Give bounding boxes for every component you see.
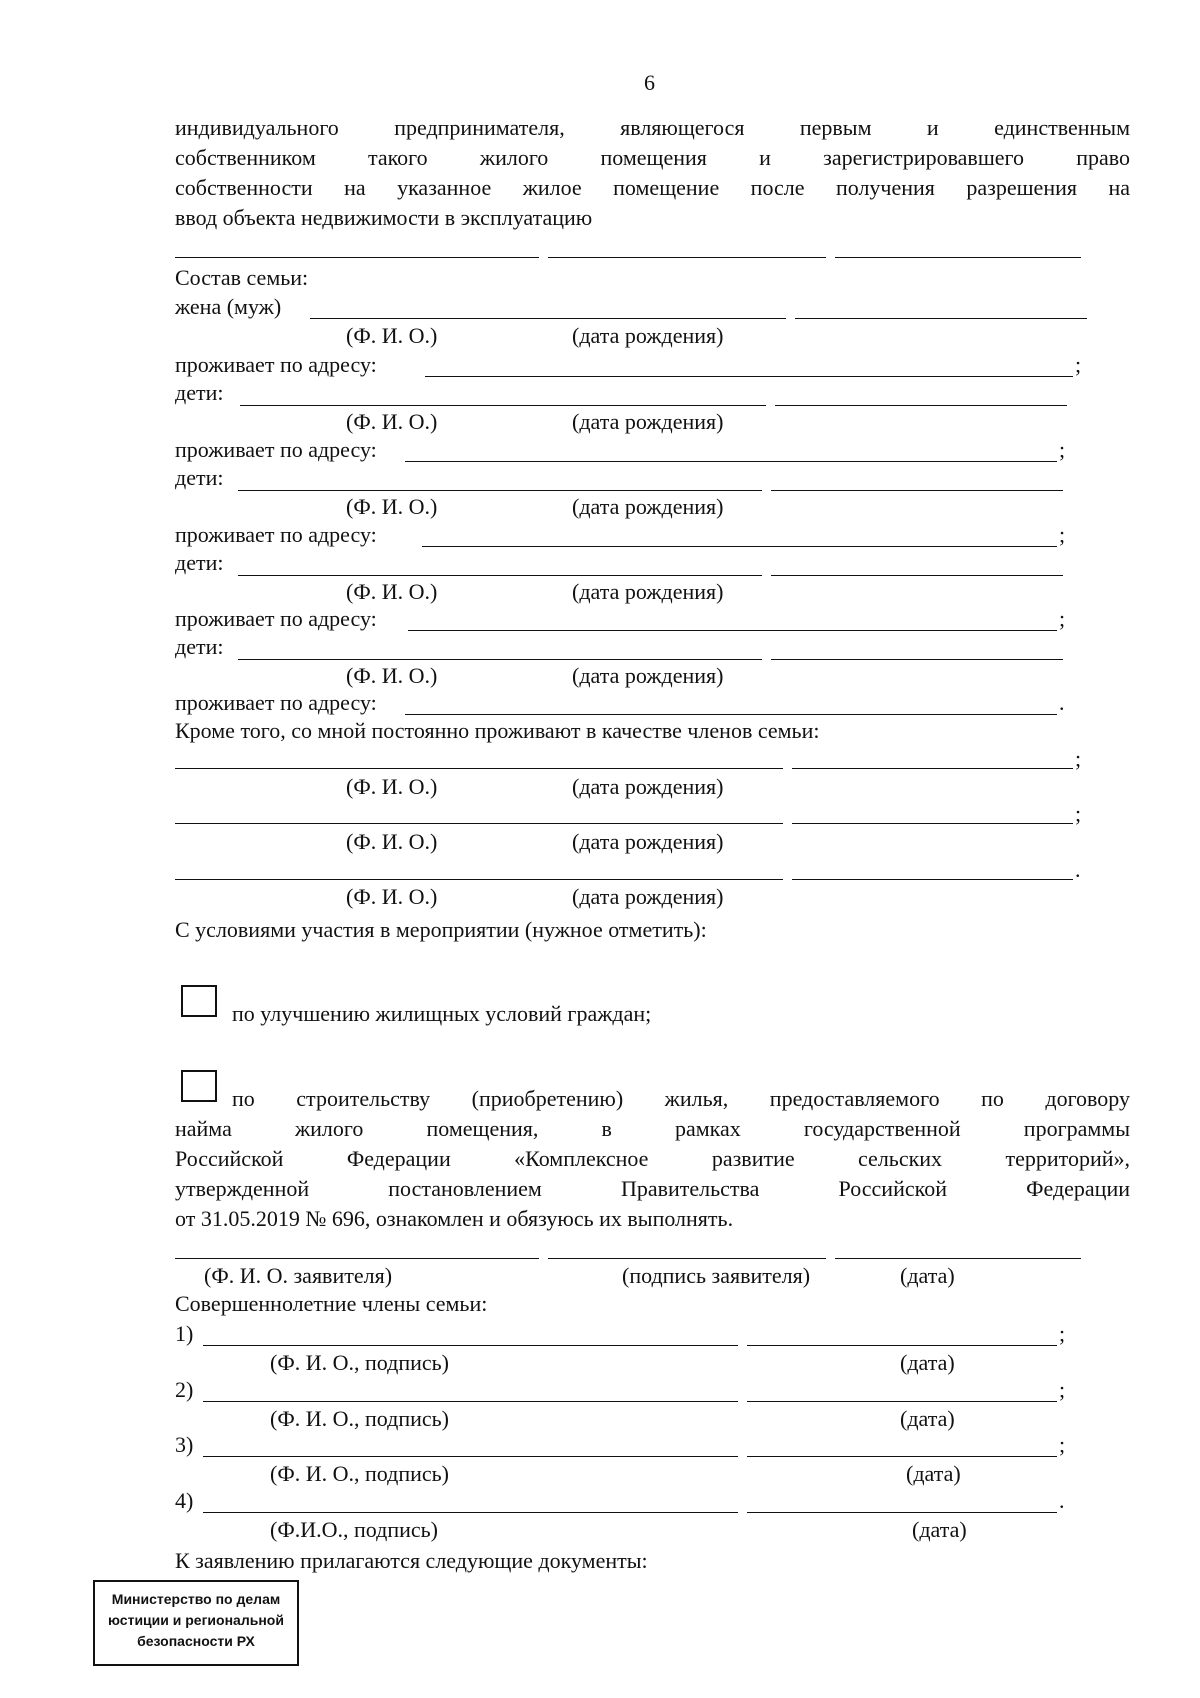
- fio-caption: (Ф. И. О.): [346, 884, 438, 909]
- blank-line[interactable]: [175, 257, 539, 258]
- dob-caption: (дата рождения): [572, 774, 724, 799]
- adult-fio-sign-caption: (Ф. И. О., подпись): [270, 1461, 449, 1486]
- semicolon: ;: [1075, 801, 1082, 826]
- option-construction-line-1: по строительству (приобретению) жилья, предоставляемого по договору: [232, 1086, 1130, 1111]
- conditions-intro: С условиями участия в мероприятии (нужное отметить):: [175, 917, 707, 942]
- ministry-stamp: [93, 1580, 299, 1666]
- applicant-date-field[interactable]: [835, 1258, 1081, 1259]
- semicolon: ;: [1075, 352, 1082, 377]
- dob-caption: (дата рождения): [572, 663, 724, 688]
- intro-line-2: собственником такого жилого помещения и зарегистрировавшего право: [175, 145, 1130, 170]
- child-label: дети:: [175, 380, 224, 405]
- fio-caption: (Ф. И. О.): [346, 409, 438, 434]
- applicant-sign-caption: (подпись заявителя): [622, 1263, 811, 1288]
- adult-fio-sign-field[interactable]: [203, 1401, 738, 1402]
- adult-date-field[interactable]: [747, 1401, 1057, 1402]
- child-dob-field[interactable]: [771, 659, 1063, 660]
- applicant-date-caption: (дата): [900, 1263, 955, 1288]
- address-label: проживает по адресу:: [175, 437, 377, 462]
- member-fio-field[interactable]: [175, 768, 783, 769]
- period: .: [1075, 857, 1081, 882]
- spouse-dob-field[interactable]: [795, 318, 1087, 319]
- semicolon: ;: [1059, 1377, 1066, 1402]
- semicolon: ;: [1059, 606, 1066, 631]
- adult-fio-sign-caption: (Ф. И. О., подпись): [270, 1350, 449, 1375]
- spouse-address-field[interactable]: [425, 376, 1073, 377]
- fio-caption: (Ф. И. О.): [346, 774, 438, 799]
- option-construction-line-5: от 31.05.2019 № 696, ознакомлен и обязуюсь их выполнять.: [175, 1206, 734, 1231]
- stamp-line: юстиции и региональной: [108, 1612, 284, 1628]
- adult-date-caption: (дата): [900, 1350, 955, 1375]
- fio-caption: (Ф. И. О.): [346, 663, 438, 688]
- applicant-signature-field[interactable]: [548, 1258, 826, 1259]
- adult-fio-sign-field[interactable]: [203, 1512, 738, 1513]
- child-fio-field[interactable]: [238, 659, 762, 660]
- option-housing-checkbox[interactable]: [181, 985, 217, 1017]
- semicolon: ;: [1075, 746, 1082, 771]
- dob-caption: (дата рождения): [572, 323, 724, 348]
- child-address-field[interactable]: [422, 546, 1057, 547]
- spouse-fio-field[interactable]: [310, 318, 786, 319]
- option-construction-line-4: утвержденной постановлением Правительства Российской Федерации: [175, 1176, 1130, 1201]
- option-construction-line-3: Российской Федерации «Комплексное развитие сельских территорий»,: [175, 1146, 1130, 1171]
- address-label: проживает по адресу:: [175, 690, 377, 715]
- child-address-field[interactable]: [408, 630, 1057, 631]
- address-label: проживает по адресу:: [175, 352, 377, 377]
- adult-number: 2): [175, 1377, 194, 1402]
- adult-number: 1): [175, 1321, 194, 1346]
- intro-line-1: индивидуального предпринимателя, являющегося первым и единственным: [175, 115, 1130, 140]
- option-housing-label: по улучшению жилищных условий граждан;: [232, 1001, 652, 1026]
- adult-fio-sign-field[interactable]: [203, 1345, 738, 1346]
- semicolon: ;: [1059, 1432, 1066, 1457]
- adult-date-field[interactable]: [747, 1456, 1057, 1457]
- applicant-fio-field[interactable]: [175, 1258, 539, 1259]
- adult-fio-sign-caption: (Ф.И.О., подпись): [270, 1517, 438, 1542]
- spouse-label: жена (муж): [175, 294, 282, 319]
- attachments-heading: К заявлению прилагаются следующие документы:: [175, 1548, 648, 1573]
- fio-caption: (Ф. И. О.): [346, 494, 438, 519]
- option-construction-line-2: найма жилого помещения, в рамках государственной программы: [175, 1116, 1130, 1141]
- adult-members-heading: Совершеннолетние члены семьи:: [175, 1291, 488, 1316]
- family-heading: Состав семьи:: [175, 265, 309, 290]
- member-fio-field[interactable]: [175, 823, 783, 824]
- child-dob-field[interactable]: [771, 490, 1063, 491]
- child-address-field[interactable]: [405, 714, 1057, 715]
- intro-line-3: собственности на указанное жилое помещение после получения разрешения на: [175, 175, 1130, 200]
- adult-date-caption: (дата): [900, 1406, 955, 1431]
- dob-caption: (дата рождения): [572, 829, 724, 854]
- dob-caption: (дата рождения): [572, 409, 724, 434]
- adult-number: 4): [175, 1488, 194, 1513]
- member-dob-field[interactable]: [792, 823, 1073, 824]
- semicolon: ;: [1059, 522, 1066, 547]
- blank-line[interactable]: [548, 257, 826, 258]
- dob-caption: (дата рождения): [572, 494, 724, 519]
- period: .: [1059, 1488, 1065, 1513]
- address-label: проживает по адресу:: [175, 522, 377, 547]
- page-number: 6: [644, 70, 655, 95]
- intro-line-4: ввод объекта недвижимости в эксплуатацию: [175, 205, 593, 230]
- child-fio-field[interactable]: [240, 405, 766, 406]
- child-label: дети:: [175, 634, 224, 659]
- child-dob-field[interactable]: [771, 575, 1063, 576]
- adult-fio-sign-field[interactable]: [203, 1456, 738, 1457]
- member-dob-field[interactable]: [792, 879, 1073, 880]
- child-address-field[interactable]: [405, 461, 1057, 462]
- other-members-intro: Кроме того, со мной постоянно проживают в качестве членов семьи:: [175, 718, 820, 743]
- stamp-line: безопасности РХ: [137, 1633, 255, 1649]
- member-fio-field[interactable]: [175, 879, 783, 880]
- adult-date-caption: (дата): [906, 1461, 961, 1486]
- dob-caption: (дата рождения): [572, 884, 724, 909]
- adult-date-field[interactable]: [747, 1512, 1057, 1513]
- adult-fio-sign-caption: (Ф. И. О., подпись): [270, 1406, 449, 1431]
- fio-caption: (Ф. И. О.): [346, 829, 438, 854]
- fio-caption: (Ф. И. О.): [346, 323, 438, 348]
- applicant-fio-caption: (Ф. И. О. заявителя): [204, 1263, 393, 1288]
- adult-date-caption: (дата): [912, 1517, 967, 1542]
- child-dob-field[interactable]: [775, 405, 1067, 406]
- dob-caption: (дата рождения): [572, 579, 724, 604]
- child-fio-field[interactable]: [238, 575, 762, 576]
- semicolon: ;: [1059, 437, 1066, 462]
- child-label: дети:: [175, 465, 224, 490]
- adult-date-field[interactable]: [747, 1345, 1057, 1346]
- semicolon: ;: [1059, 1321, 1066, 1346]
- address-label: проживает по адресу:: [175, 606, 377, 631]
- member-dob-field[interactable]: [792, 768, 1073, 769]
- stamp-line: Министерство по делам: [111, 1591, 281, 1607]
- fio-caption: (Ф. И. О.): [346, 579, 438, 604]
- child-label: дети:: [175, 550, 224, 575]
- option-construction-checkbox[interactable]: [181, 1070, 217, 1102]
- period: .: [1059, 690, 1065, 715]
- child-fio-field[interactable]: [238, 490, 762, 491]
- adult-number: 3): [175, 1432, 194, 1457]
- blank-line[interactable]: [835, 257, 1081, 258]
